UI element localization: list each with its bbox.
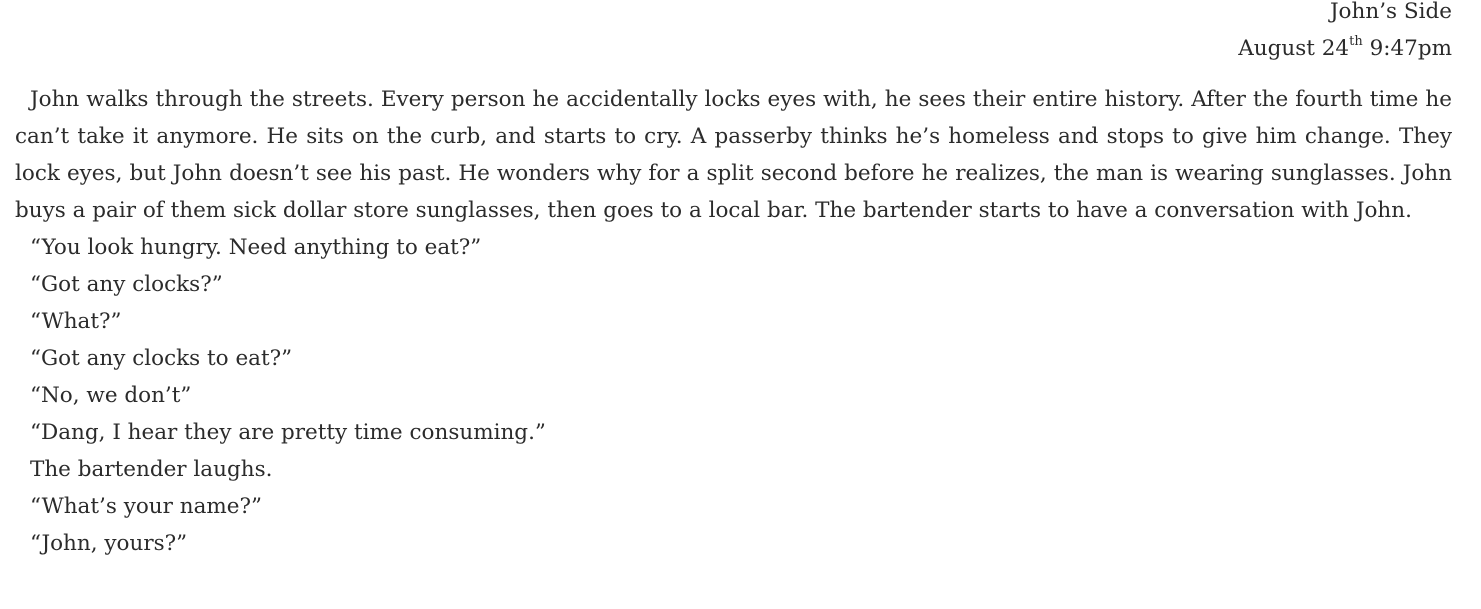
dialogue-line: “Dang, I hear they are pretty time consuming.” bbox=[30, 420, 546, 445]
entry-date bbox=[15, 30, 1452, 67]
story-body bbox=[15, 81, 1452, 562]
dialogue-line: “No, we don’t” bbox=[30, 383, 192, 408]
entry-date-suffix: th bbox=[1349, 33, 1363, 49]
narration-line: The bartender laughs. bbox=[30, 457, 273, 482]
dialogue-line: “What?” bbox=[30, 309, 122, 334]
dialogue-line: “Got any clocks to eat?” bbox=[30, 346, 293, 371]
paragraph-intro: John walks through the streets. Every person he accidentally locks eyes with, he sees their entire history. After the fourth time he can’t take it anymore. He sits on the curb, and starts to cry. A passerby thinks he’s homeless and stops to give him change. They lock eyes, but John doesn’t see his past. He wonders why for a split second before he realizes, the man is wearing sunglasses. John buys a pair of them sick dollar store sunglasses, then goes to a local bar. The bartender starts to have a conversation with John. bbox=[15, 87, 1452, 223]
dialogue-line: “What’s your name?” bbox=[30, 494, 263, 519]
dialogue-line: “John, yours?” bbox=[30, 531, 188, 556]
entry-title: John’s Side bbox=[1329, 0, 1452, 24]
entry-date-month-day: August 24 bbox=[1238, 36, 1350, 61]
dialogue-line: “You look hungry. Need anything to eat?” bbox=[30, 235, 482, 260]
document-page bbox=[15, 0, 1452, 609]
entry-time: 9:47pm bbox=[1369, 36, 1452, 61]
entry-header bbox=[15, 0, 1452, 67]
dialogue-line: “Got any clocks?” bbox=[30, 272, 223, 297]
